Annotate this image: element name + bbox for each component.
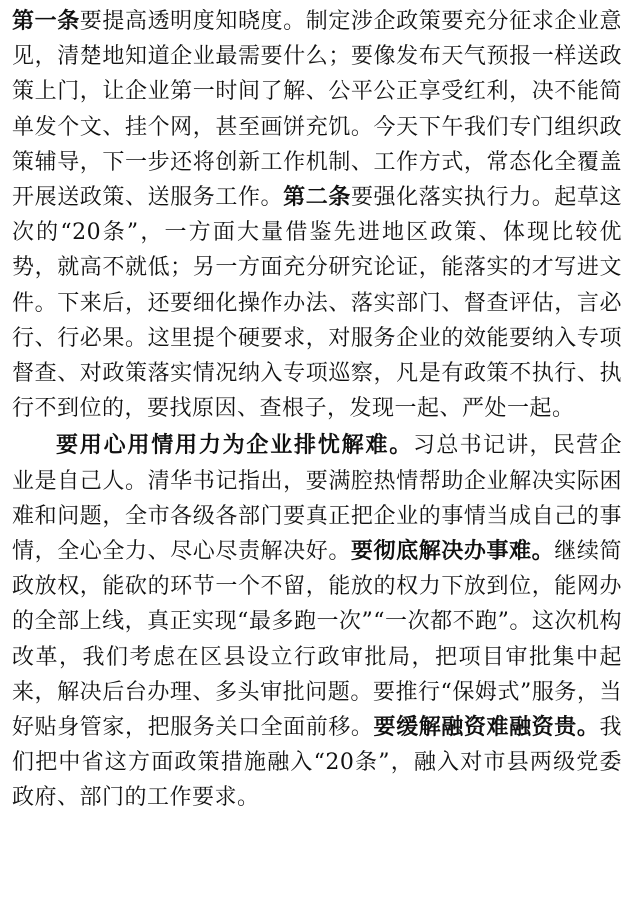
article-two-heading: 第二条 (283, 185, 351, 211)
article-one-text: 要提高透明度知晓度。制定涉企政策要充分征求企业意见，清楚地知道企业最需要什么；要像发布天气预报一样送政策上门，让企业第一时间了解、公平公正享受红利，决不能简单发个文、挂个网，甚至画饼充饥。今天下午我们专门组织政策辅导，下一步还将创新工作机制、工作方式，常态化全覆盖开展送政策、送服务工作。 (12, 9, 622, 211)
article-two-text: 要强化落实执行力。起草这次的“20条”，一方面大量借鉴先进地区政策、体现比较优势，就高不就低；另一方面充分研究论证，能落实的才写进文件。下来后，还要细化操作办法、落实部门、督查评估，言必行、行必果。这里提个硬要求，对服务企业的效能要纳入专项督查、对政策落实情况纳入专项巡察，凡是有政策不执行、执行不到位的，要找原因、查根子，发现一起、严处一起。 (12, 185, 622, 422)
subheading-office-difficulty: 要彻底解决办事难。 (350, 539, 555, 565)
financing-difficulty-text: 我们把中省这方面政策措施融入“20条”，融入对市县两级党委政府、部门的工作要求。 (12, 715, 622, 811)
paragraph-policy-articles (12, 4, 622, 426)
section-heading-solve-difficulties: 要用心用情用力为企业排忧解难。 (56, 433, 414, 459)
office-difficulty-text: 继续简政放权，能砍的环节一个不留，能放的权力下放到位，能网办的全部上线，真正实现“最多跑一次”“一次都不跑”。这次机构改革，我们考虑在区县设立行政审批局，把项目审批集中起来，解决后台办理、多头审批问题。要推行“保姆式”服务，当好贴身管家，把服务关口全面前移。 (12, 539, 622, 741)
subheading-financing-difficulty: 要缓解融资难融资贵。 (373, 715, 600, 741)
article-one-heading: 第一条 (12, 9, 80, 34)
section-intro-text: 习总书记讲，民营企业是自己人。清华书记指出，要满腔热情帮助企业解决实际困难和问题，全市各级各部门要真正把企业的事情当成自己的事情，全心全力、尽心尽责解决好。 (12, 433, 622, 565)
paragraph-solve-difficulties (12, 428, 622, 815)
